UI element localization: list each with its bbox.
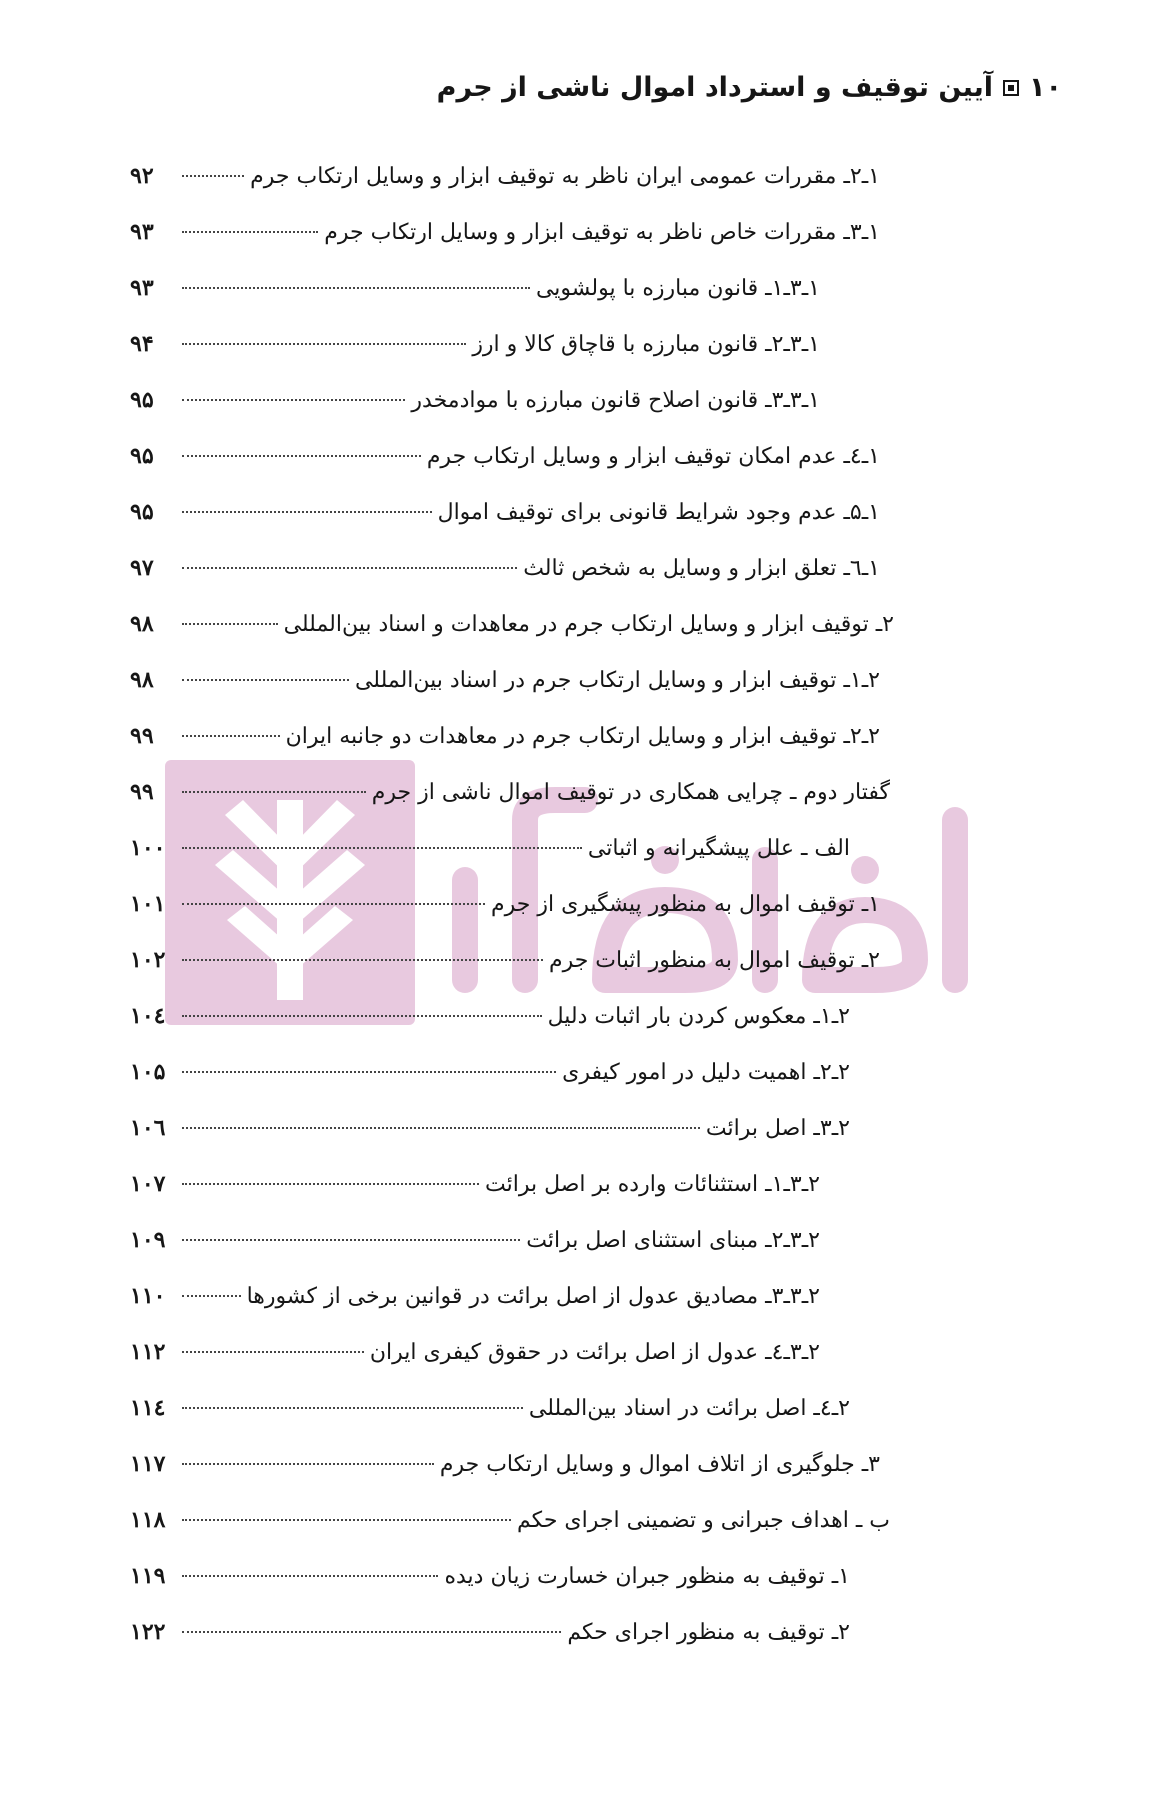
toc-leader-dots bbox=[182, 959, 543, 961]
toc-entry-page-number: ۱۰۹ bbox=[130, 1227, 166, 1253]
toc-entry-title: گفتار دوم ـ چرایی همکاری در توقیف اموال ناشی از جرم bbox=[371, 780, 890, 805]
toc-entry[interactable] bbox=[130, 708, 930, 764]
toc-entry-page-number: ۹۹ bbox=[130, 779, 154, 805]
table-of-contents bbox=[130, 148, 930, 1660]
toc-entry-page-number: ۹۳ bbox=[130, 219, 154, 245]
toc-leader-dots bbox=[182, 399, 405, 401]
toc-entry[interactable] bbox=[130, 1492, 930, 1548]
toc-leader-dots bbox=[182, 1127, 700, 1129]
toc-leader-dots bbox=[182, 1295, 241, 1297]
toc-entry-title: ۲ـ۳ـ۱ـ استثنائات وارده بر اصل برائت bbox=[484, 1172, 820, 1197]
toc-entry[interactable] bbox=[130, 1436, 930, 1492]
toc-entry-page-number: ۱۰۷ bbox=[130, 1171, 166, 1197]
toc-entry[interactable] bbox=[130, 876, 930, 932]
toc-leader-dots bbox=[182, 1351, 364, 1353]
toc-entry-title: ۱ـ٤ـ عدم امکان توقیف ابزار و وسایل ارتکاب جرم bbox=[426, 444, 880, 469]
toc-entry-title: ۲ـ۳ـ اصل برائت bbox=[705, 1116, 850, 1141]
toc-leader-dots bbox=[182, 175, 244, 177]
toc-entry-title: ۲ـ۳ـ٤ـ عدول از اصل برائت در حقوق کیفری ایران bbox=[369, 1340, 820, 1365]
toc-leader-dots bbox=[182, 735, 280, 737]
toc-entry[interactable] bbox=[130, 1100, 930, 1156]
toc-entry[interactable] bbox=[130, 988, 930, 1044]
toc-leader-dots bbox=[182, 287, 530, 289]
toc-leader-dots bbox=[182, 791, 366, 793]
toc-entry[interactable] bbox=[130, 204, 930, 260]
toc-entry[interactable] bbox=[130, 1548, 930, 1604]
toc-leader-dots bbox=[182, 623, 278, 625]
toc-leader-dots bbox=[182, 1015, 542, 1017]
toc-leader-dots bbox=[182, 847, 582, 849]
toc-entry-page-number: ۱۱۰ bbox=[130, 1283, 166, 1309]
toc-entry[interactable] bbox=[130, 1156, 930, 1212]
square-bullet-icon bbox=[1003, 80, 1019, 96]
toc-entry[interactable] bbox=[130, 596, 930, 652]
toc-entry-title: ۱ـ۵ـ عدم وجود شرایط قانونی برای توقیف اموال bbox=[437, 500, 880, 525]
toc-entry-title: ۲ـ توقیف اموال به منظور اثبات جرم bbox=[548, 948, 880, 973]
toc-entry-page-number: ۹۴ bbox=[130, 331, 154, 357]
toc-entry-title: ۱ـ۳ـ مقررات خاص ناظر به توقیف ابزار و وسایل ارتکاب جرم bbox=[324, 220, 880, 245]
toc-entry-title: ۳ـ جلوگیری از اتلاف اموال و وسایل ارتکاب جرم bbox=[439, 1452, 880, 1477]
toc-entry-page-number: ۱۱۷ bbox=[130, 1451, 166, 1477]
toc-leader-dots bbox=[182, 1631, 561, 1633]
toc-entry-title: الف ـ علل پیشگیرانه و اثباتی bbox=[587, 836, 850, 861]
toc-entry-page-number: ۹۵ bbox=[130, 443, 154, 469]
toc-entry[interactable] bbox=[130, 932, 930, 988]
toc-entry[interactable] bbox=[130, 372, 930, 428]
toc-entry-page-number: ۹۸ bbox=[130, 667, 154, 693]
toc-entry-page-number: ۱۲۲ bbox=[130, 1619, 166, 1645]
toc-entry-page-number: ۱۰۰ bbox=[130, 835, 166, 861]
toc-entry-page-number: ۱۰۱ bbox=[130, 891, 166, 917]
toc-leader-dots bbox=[182, 1575, 438, 1577]
toc-leader-dots bbox=[182, 567, 517, 569]
toc-entry-page-number: ۱۰٦ bbox=[130, 1115, 166, 1141]
toc-entry-page-number: ۱۱۹ bbox=[130, 1563, 166, 1589]
toc-leader-dots bbox=[182, 1183, 479, 1185]
toc-entry-page-number: ۹۲ bbox=[130, 163, 154, 189]
toc-entry-title: ۱ـ۳ـ۱ـ قانون مبارزه با پولشویی bbox=[535, 276, 820, 301]
toc-leader-dots bbox=[182, 511, 432, 513]
toc-entry-title: ۲ـ۳ـ۲ـ مبنای استثنای اصل برائت bbox=[526, 1228, 820, 1253]
toc-entry-title: ۲ـ توقیف به منظور اجرای حکم bbox=[567, 1620, 850, 1645]
toc-entry[interactable] bbox=[130, 1380, 930, 1436]
toc-leader-dots bbox=[182, 1239, 520, 1241]
running-header bbox=[437, 72, 1062, 103]
toc-entry-title: ۲ـ٤ـ اصل برائت در اسناد بین‌المللی bbox=[528, 1396, 850, 1421]
toc-entry-page-number: ۱۱۲ bbox=[130, 1339, 166, 1365]
toc-entry-title: ۱ـ توقیف اموال به منظور پیشگیری از جرم bbox=[490, 892, 880, 917]
toc-entry-page-number: ۹۵ bbox=[130, 387, 154, 413]
toc-entry-title: ب ـ اهداف جبرانی و تضمینی اجرای حکم bbox=[517, 1508, 890, 1533]
toc-leader-dots bbox=[182, 231, 318, 233]
toc-entry[interactable] bbox=[130, 1044, 930, 1100]
toc-entry-title: ۲ـ۱ـ معکوس کردن بار اثبات دلیل bbox=[547, 1004, 850, 1029]
toc-leader-dots bbox=[182, 1071, 556, 1073]
toc-leader-dots bbox=[182, 1407, 523, 1409]
toc-entry-title: ۱ـ۳ـ۲ـ قانون مبارزه با قاچاق کالا و ارز bbox=[472, 332, 820, 357]
toc-entry[interactable] bbox=[130, 1268, 930, 1324]
toc-entry[interactable] bbox=[130, 1212, 930, 1268]
toc-entry[interactable] bbox=[130, 148, 930, 204]
toc-entry-page-number: ۹۷ bbox=[130, 555, 154, 581]
toc-leader-dots bbox=[182, 1463, 434, 1465]
book-title: آیین توقیف و استرداد اموال ناشی از جرم bbox=[436, 72, 994, 103]
toc-leader-dots bbox=[182, 679, 349, 681]
toc-entry-title: ۲ـ۳ـ۳ـ مصادیق عدول از اصل برائت در قوانین برخی از کشورها bbox=[246, 1284, 820, 1309]
toc-entry-title: ۲ـ۱ـ توقیف ابزار و وسایل ارتکاب جرم در اسناد بین‌المللی bbox=[354, 668, 880, 693]
toc-entry[interactable] bbox=[130, 260, 930, 316]
toc-entry-page-number: ۹۹ bbox=[130, 723, 154, 749]
toc-entry[interactable] bbox=[130, 820, 930, 876]
toc-leader-dots bbox=[182, 903, 485, 905]
toc-entry-title: ۱ـ٦ـ تعلق ابزار و وسایل به شخص ثالث bbox=[523, 556, 880, 581]
toc-entry[interactable] bbox=[130, 652, 930, 708]
toc-entry-title: ۱ـ توقیف به منظور جبران خسارت زیان دیده bbox=[444, 1564, 850, 1589]
toc-entry-title: ۲ـ۲ـ اهمیت دلیل در امور کیفری bbox=[562, 1060, 850, 1085]
toc-entry-title: ۱ـ۲ـ مقررات عمومی ایران ناظر به توقیف ابزار و وسایل ارتکاب جرم bbox=[250, 164, 880, 189]
toc-entry-page-number: ۹۵ bbox=[130, 499, 154, 525]
toc-leader-dots bbox=[182, 343, 466, 345]
toc-entry-page-number: ۱۰٤ bbox=[130, 1003, 166, 1029]
toc-entry-page-number: ۹۸ bbox=[130, 611, 154, 637]
toc-entry[interactable] bbox=[130, 764, 930, 820]
toc-entry[interactable] bbox=[130, 428, 930, 484]
toc-entry-page-number: ۱۱۸ bbox=[130, 1507, 166, 1533]
toc-entry-page-number: ۱۰۲ bbox=[130, 947, 166, 973]
toc-leader-dots bbox=[182, 455, 421, 457]
toc-entry-title: ۱ـ۳ـ۳ـ قانون اصلاح قانون مبارزه با موادمخدر bbox=[411, 388, 820, 413]
toc-entry-page-number: ۱۰۵ bbox=[130, 1059, 166, 1085]
toc-entry[interactable] bbox=[130, 484, 930, 540]
page-number: ۱۰ bbox=[1029, 72, 1062, 103]
toc-entry-title: ۲ـ توقیف ابزار و وسایل ارتکاب جرم در معاهدات و اسناد بین‌المللی bbox=[283, 612, 894, 637]
toc-leader-dots bbox=[182, 1519, 511, 1521]
toc-entry[interactable] bbox=[130, 316, 930, 372]
toc-entry[interactable] bbox=[130, 1604, 930, 1660]
toc-entry[interactable] bbox=[130, 1324, 930, 1380]
toc-entry-page-number: ۱۱٤ bbox=[130, 1395, 166, 1421]
toc-entry[interactable] bbox=[130, 540, 930, 596]
toc-entry-title: ۲ـ۲ـ توقیف ابزار و وسایل ارتکاب جرم در معاهدات دو جانبه ایران bbox=[285, 724, 880, 749]
toc-entry-page-number: ۹۳ bbox=[130, 275, 154, 301]
